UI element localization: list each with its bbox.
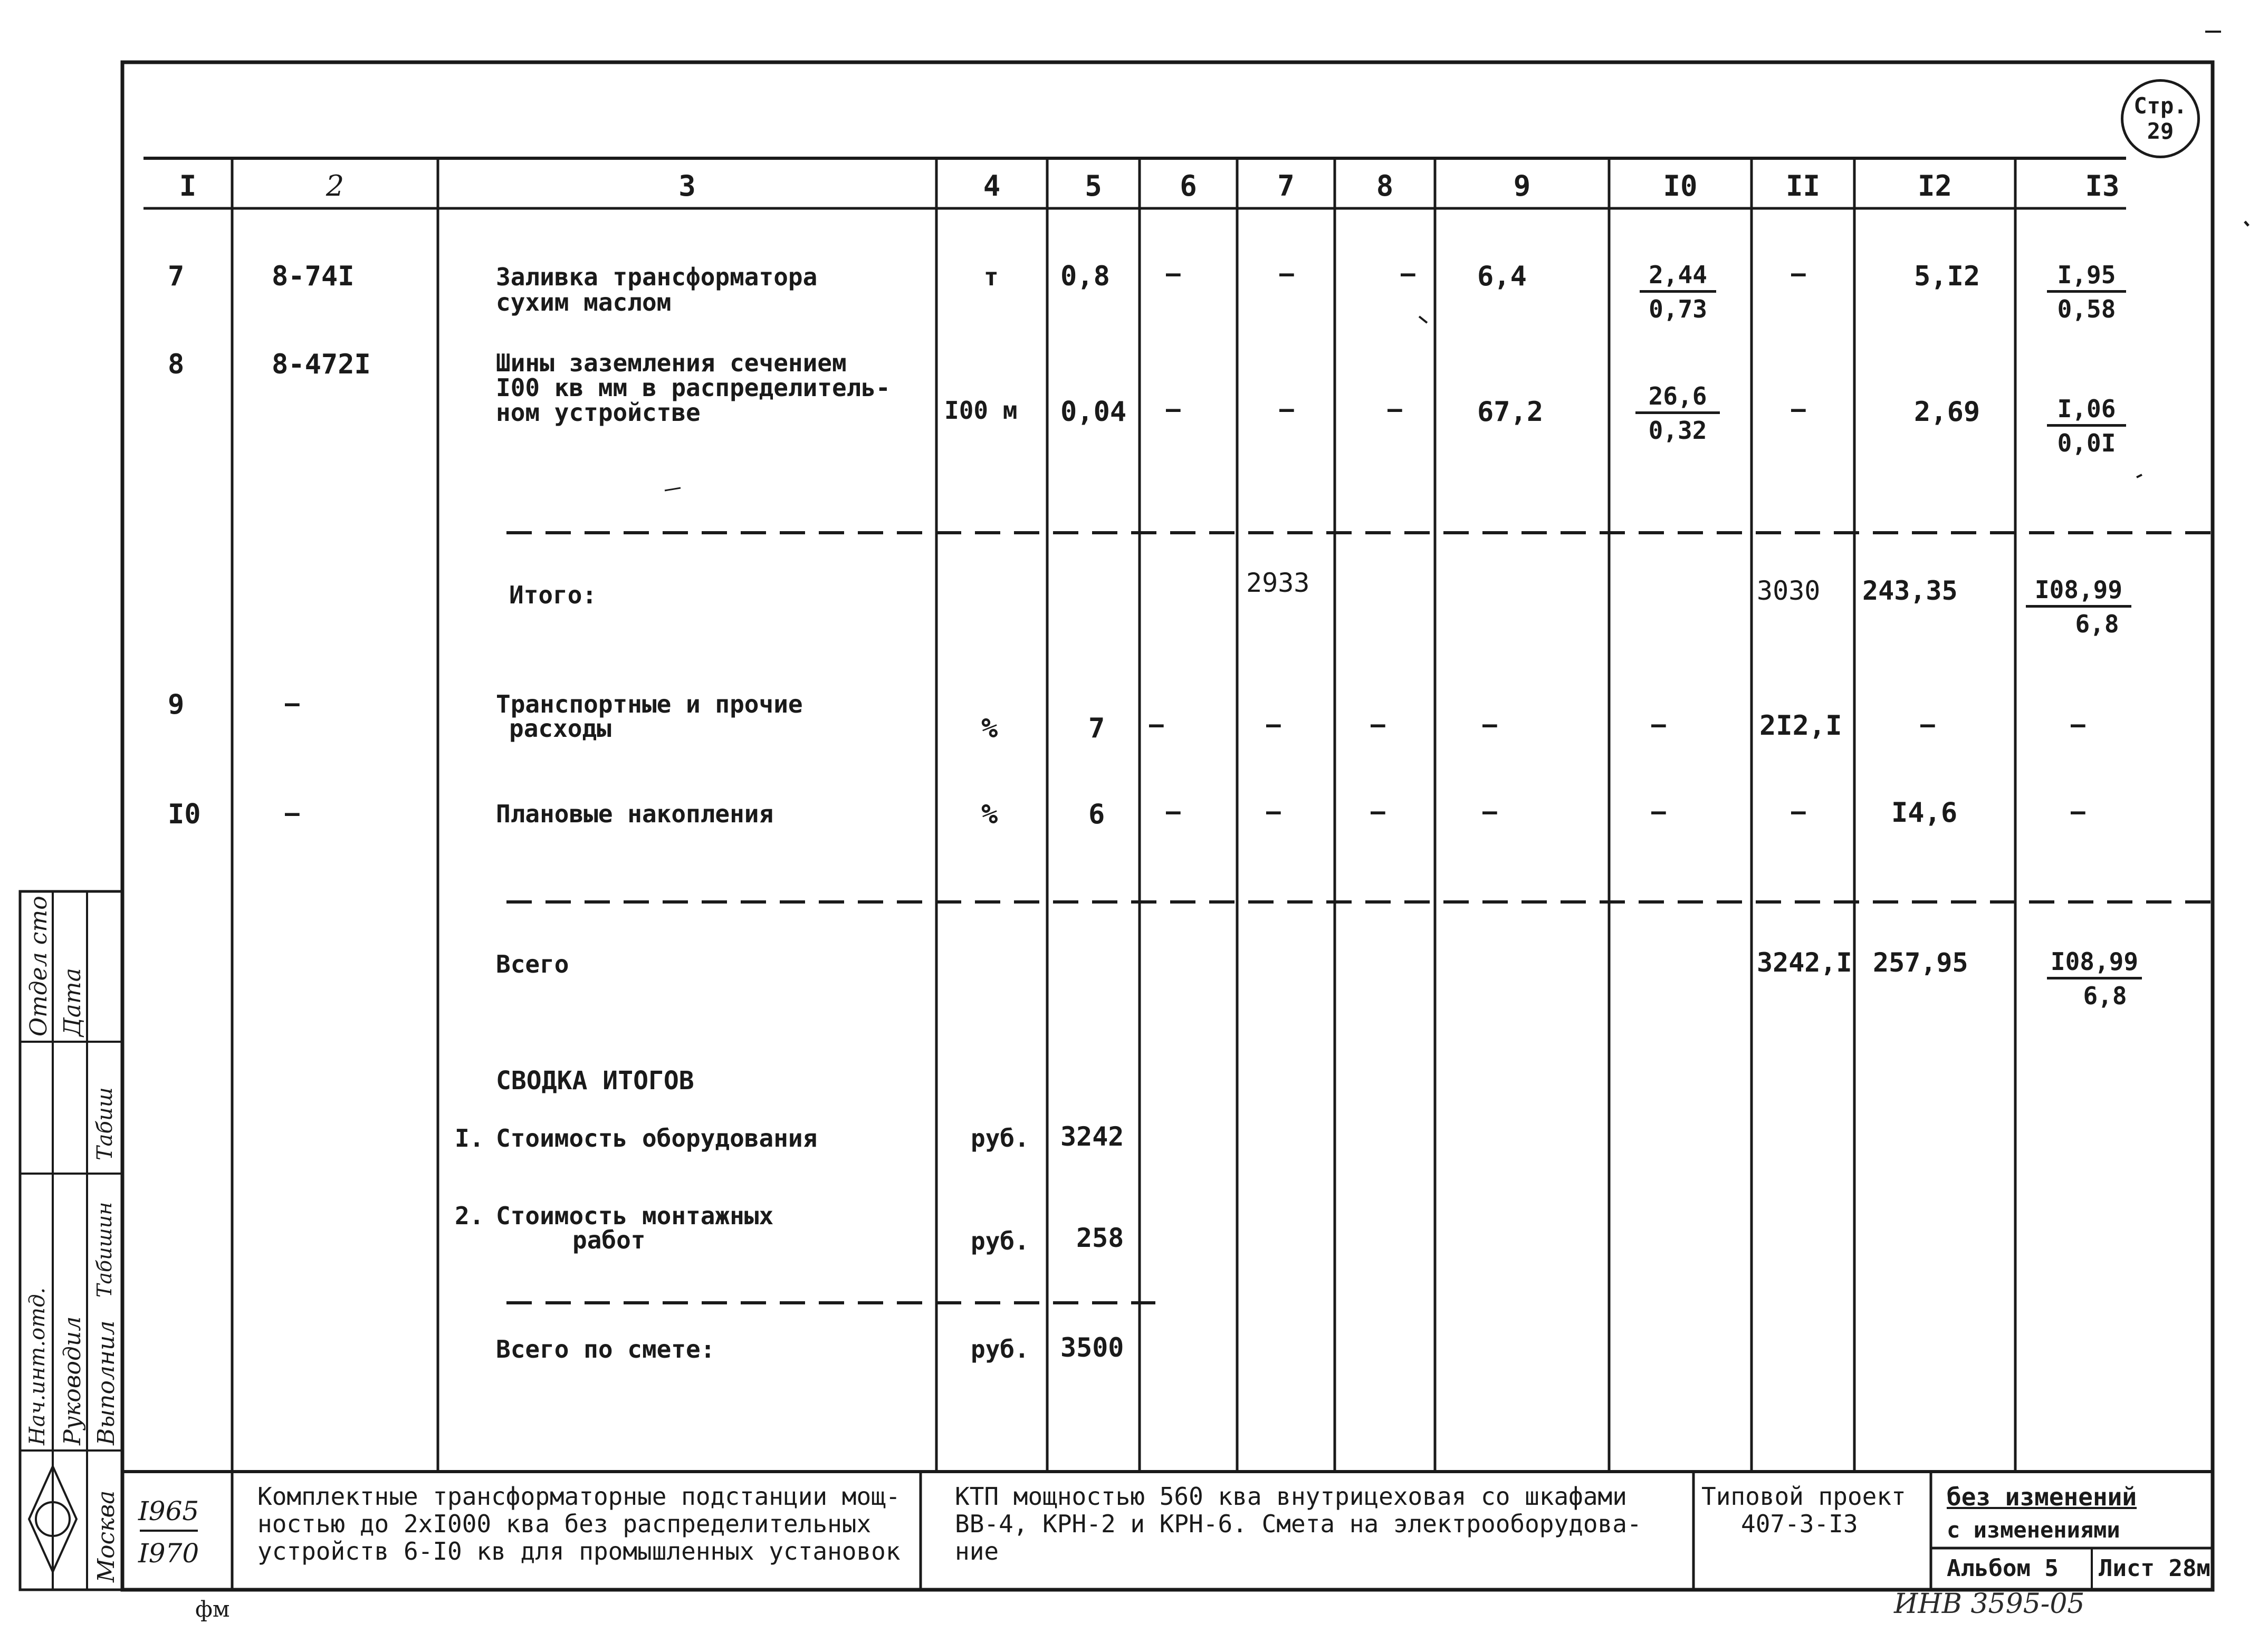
sheet-label: Лист 28м: [2099, 1555, 2210, 1582]
cell-value: 67,2: [1477, 396, 1544, 428]
fraction-bottom: 6,8: [2075, 610, 2119, 638]
cell-value: –: [2071, 710, 2085, 738]
page-number-label: Стр.: [2133, 93, 2187, 119]
cell-value: –: [1482, 797, 1497, 825]
row-number: 8: [168, 349, 185, 380]
column-header: 7: [1277, 169, 1295, 203]
row-number: 9: [168, 689, 185, 721]
item-name-line: Заливка трансформатора: [496, 263, 818, 291]
fraction-bottom: 0,58: [2057, 295, 2116, 323]
cell-value: –: [1279, 259, 1294, 287]
cell-value: 257,95: [1873, 947, 1968, 978]
summary-item-name: Стоимость монтажных: [496, 1202, 774, 1230]
fraction-top: I08,99: [2047, 949, 2142, 979]
rate-code: 8-472I: [272, 349, 371, 380]
fraction-bottom: 0,32: [1648, 416, 1707, 445]
project-number: 407-3-I3: [1741, 1510, 1858, 1538]
column-header: 5: [1085, 169, 1102, 203]
item-name-line: ном устройстве: [496, 398, 701, 427]
summary-item-name: Стоимость оборудования: [496, 1124, 818, 1152]
page-number-badge: [2121, 79, 2200, 158]
project-title-line: ностью до 2хI000 ква без распределительных: [257, 1510, 872, 1538]
quantity: 0,04: [1060, 396, 1127, 428]
cell-value: 2I2,I: [1759, 710, 1842, 742]
cell-value: –: [1371, 797, 1385, 825]
summary-item-number: 2.: [455, 1202, 484, 1230]
fraction-top: 2,44: [1640, 263, 1716, 293]
item-name-line: I00 кв мм в распределитель-: [496, 373, 891, 402]
cell-value: 5,I2: [1914, 261, 1980, 292]
fraction-value: [2047, 263, 2126, 321]
item-name-line: Плановые накопления: [496, 800, 774, 828]
column-header: 9: [1513, 169, 1531, 203]
summary-item-value: 3242: [1060, 1121, 1124, 1152]
cell-value: –: [1920, 710, 1935, 738]
cell-value: –: [1166, 797, 1181, 825]
institute-emblem-icon: [24, 1461, 82, 1577]
cell-value: –: [1266, 797, 1281, 825]
item-name-line: Шины заземления сечением: [496, 349, 847, 377]
cell-value: 243,35: [1862, 575, 1958, 606]
quantity: 7: [1088, 713, 1105, 744]
stamp-signature: Табишин: [93, 1202, 116, 1298]
cell-value: –: [2071, 797, 2085, 825]
fraction-value: [2047, 949, 2142, 1008]
column-header: 6: [1180, 169, 1197, 203]
cell-value: 6,4: [1477, 261, 1527, 292]
year-end: I970: [138, 1538, 199, 1569]
fraction-value: [1635, 384, 1720, 443]
cell-value: –: [1166, 259, 1181, 287]
project-type-label: Типовой проект: [1701, 1482, 1906, 1511]
grand-total-label: Всего по смете:: [496, 1335, 715, 1363]
unit: %: [981, 713, 998, 744]
inventory-number: ИНВ 3595-05: [1894, 1588, 2085, 1620]
quantity: 6: [1088, 799, 1105, 830]
unit: I00 м: [944, 396, 1018, 425]
grand-total-value: 3500: [1060, 1332, 1124, 1363]
sheet-title-line: ВВ-4, КРН-2 и КРН-6. Смета на электрооборудова-: [955, 1510, 1642, 1538]
project-title-line: Комплектные трансформаторные подстанции мощ-: [257, 1482, 901, 1511]
fraction-top: 26,6: [1635, 384, 1720, 414]
column-header: I3: [2085, 169, 2120, 203]
fraction-bottom: 0,0I: [2057, 429, 2116, 457]
cell-value: 3242,I: [1757, 947, 1852, 978]
sheet-title-line: КТП мощностью 560 ква внутрицеховая со шкафами: [955, 1482, 1627, 1511]
unit: %: [981, 799, 998, 830]
album-label: Альбом 5: [1947, 1555, 2059, 1582]
subtotal-label: Итого:: [509, 581, 597, 609]
summary-item-number: I.: [455, 1124, 484, 1152]
summary-item-unit: руб.: [971, 1227, 1029, 1255]
column-header: I2: [1917, 169, 1953, 203]
cell-value: –: [1166, 395, 1181, 423]
column-header: II: [1785, 169, 1821, 203]
cell-value: –: [1279, 395, 1294, 423]
rate-code: –: [285, 689, 300, 717]
cell-value: –: [1651, 710, 1666, 738]
changes-none-label: без изменений: [1947, 1483, 2137, 1511]
page-number-value: 29: [2147, 118, 2174, 145]
row-number: I0: [168, 799, 201, 830]
cell-value: –: [1791, 395, 1806, 423]
summary-item-name: работ: [572, 1226, 646, 1254]
summary-item-value: 258: [1076, 1223, 1124, 1253]
cell-value: 3030: [1757, 575, 1821, 606]
fraction-value: [2026, 575, 2131, 638]
cell-value: –: [1387, 395, 1402, 423]
fraction-top: I,06: [2047, 397, 2126, 427]
cell-value: –: [1482, 710, 1497, 738]
rate-code: 8-74I: [272, 261, 355, 292]
changes-present-label: с изменениями: [1947, 1517, 2120, 1543]
cell-value: 2933: [1246, 568, 1310, 598]
column-header: 3: [678, 169, 696, 203]
summary-heading: СВОДКА ИТОГОВ: [496, 1066, 694, 1096]
summary-item-unit: руб.: [971, 1124, 1029, 1152]
stamp-label: Дата: [59, 968, 86, 1036]
fraction-bottom: 6,8: [2083, 982, 2127, 1010]
quantity: 0,8: [1060, 261, 1110, 292]
stamp-label: Выполнил: [93, 1320, 120, 1445]
item-name-line: расходы: [509, 714, 611, 743]
cell-value: 2,69: [1914, 396, 1980, 428]
cell-value: –: [1791, 259, 1806, 287]
column-header: 4: [983, 169, 1001, 203]
cell-value: –: [1149, 710, 1164, 738]
rate-code: –: [285, 799, 300, 827]
stamp-label: Отдел сто: [25, 896, 52, 1036]
stamp-label: Руководил: [59, 1316, 86, 1445]
column-header: 2: [326, 169, 344, 203]
cell-value: I4,6: [1891, 797, 1958, 829]
fraction-value: [2047, 397, 2126, 455]
cell-value: –: [1791, 797, 1806, 825]
year-start: I965: [138, 1496, 199, 1526]
fraction-top: I,95: [2047, 263, 2126, 293]
stamp-label: Москва: [93, 1490, 120, 1582]
cell-value: –: [1401, 259, 1415, 287]
sheet-title-line: ние: [955, 1537, 999, 1565]
row-number: 7: [168, 261, 185, 292]
cell-value: –: [1266, 710, 1281, 738]
stamp-label: Нач.инт.отд.: [25, 1287, 50, 1445]
fraction-bottom: 0,73: [1649, 295, 1707, 323]
column-header: 8: [1376, 169, 1394, 203]
project-title-line: устройств 6-I0 кв для промышленных установок: [257, 1537, 901, 1565]
grand-total-unit: руб.: [971, 1335, 1029, 1363]
fraction-top: I08,99: [2026, 578, 2131, 608]
cell-value: –: [1651, 797, 1666, 825]
item-name-line: Транспортные и прочие: [496, 690, 803, 718]
column-header: I: [179, 169, 197, 203]
stamp-signature: Табиш: [93, 1087, 117, 1160]
item-name-line: сухим маслом: [496, 288, 672, 316]
column-header: I0: [1663, 169, 1698, 203]
cell-value: –: [1371, 710, 1385, 738]
unit: т: [984, 263, 999, 291]
total-label: Всего: [496, 950, 569, 978]
fraction-value: [1640, 263, 1716, 321]
footer-mark: фм: [195, 1596, 230, 1622]
